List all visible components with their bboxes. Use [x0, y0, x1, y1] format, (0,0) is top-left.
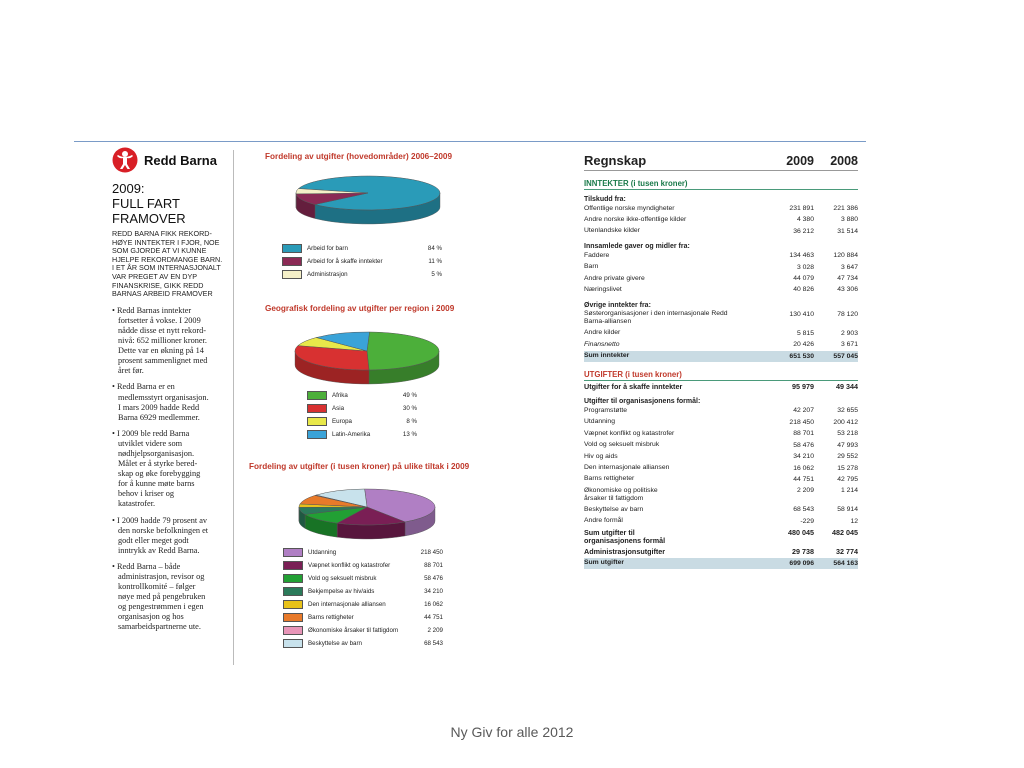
legend-item: [307, 402, 417, 415]
legend-value: 88 701: [424, 562, 443, 569]
value-2008: 120 884: [833, 252, 858, 260]
legend-value: 44 751: [424, 614, 443, 621]
legend-item: [283, 637, 443, 650]
value-2009: 88 701: [793, 430, 814, 438]
legend-item: [282, 255, 442, 268]
row-label: Hiv og aids: [584, 452, 618, 460]
legend-swatch: [283, 639, 303, 648]
value-2009: 134 463: [789, 252, 814, 260]
legend-value: 84 %: [427, 245, 442, 252]
value-2009: 130 410: [789, 310, 814, 318]
legend-swatch: [283, 587, 303, 596]
table-row: [584, 328, 858, 339]
article-year: 2009:: [112, 181, 145, 196]
table-row: [584, 440, 858, 451]
table-title: Regnskap: [584, 153, 647, 168]
table-row: [584, 558, 858, 569]
legend-value: 58 476: [424, 575, 443, 582]
legend-label: Latin-Amerika: [332, 431, 371, 438]
value-2008: 3 671: [840, 341, 858, 349]
table-row: [584, 516, 858, 527]
legend-swatch: [307, 404, 327, 413]
row-label: Andre kilder: [584, 329, 621, 337]
row-label: Væpnet konflikt og katastrofer: [584, 429, 675, 437]
table-row: [584, 262, 858, 273]
value-2008: 31 514: [837, 227, 858, 235]
legend-item: [307, 415, 417, 428]
year-2008: 2008: [830, 154, 858, 168]
table-row: [584, 214, 858, 225]
pie-chart-main-areas: [282, 166, 460, 230]
value-2009: 3 028: [796, 263, 814, 271]
row-label: Administrasjonsutgifter: [584, 546, 666, 556]
row-label: Sum utgifter til organisasjonens formål: [584, 527, 666, 545]
row-label: Utenlandske kilder: [584, 227, 640, 235]
legend-swatch: [307, 417, 327, 426]
legend-swatch: [282, 257, 302, 266]
row-label: Den internasjonale alliansen: [584, 464, 670, 471]
legend-swatch: [283, 548, 303, 557]
row-label: Faddere: [584, 251, 610, 259]
section-title: UTGIFTER (i tusen kroner): [584, 370, 858, 381]
legend-label: Arbeid for barn: [307, 245, 348, 252]
value-2009: 68 543: [793, 506, 814, 514]
legend-label: Afrika: [332, 392, 348, 399]
value-2008: 3 647: [840, 263, 858, 271]
table-row: [584, 273, 858, 284]
legend-label: Væpnet konflikt og katastrofer: [308, 562, 391, 569]
table-row: [584, 203, 858, 214]
legend-item: [307, 428, 417, 441]
legend-label: Arbeid for å skaffe inntekter: [307, 258, 383, 265]
legend-item: [307, 389, 417, 402]
value-2009: 4 380: [796, 216, 814, 224]
bullet-item: • I 2009 ble redd Barna utviklet videre som nødhjelpsorganisasjon. Målet er å styrke bered- skap og øke forebygging for å kunne møte barns behov i kriser og katastrofer.: [112, 428, 201, 509]
table-row: [584, 250, 858, 261]
chart-title-measures: Fordeling av utgifter (i tusen kroner) på ulike tiltak i 2009: [249, 462, 470, 471]
group-title: Innsamlede gaver og midler fra:: [584, 243, 690, 251]
legend-value: 49 %: [402, 392, 417, 399]
value-2009: 5 815: [796, 329, 814, 337]
table-row: [584, 417, 858, 428]
row-label: Utdanning: [584, 418, 615, 426]
value-2008: 12: [850, 517, 858, 525]
value-2008: 15 278: [837, 464, 858, 472]
bullet-item: • Redd Barna er en medlemsstyrt organisasjon. I mars 2009 hadde Redd Barna 6929 medlemmer.: [112, 382, 209, 422]
legend-item: [283, 546, 443, 559]
value-2009: 36 212: [793, 227, 814, 235]
accounts-table: [584, 148, 858, 569]
legend-swatch: [283, 600, 303, 609]
value-2009: 699 096: [789, 559, 814, 567]
value-2009: 42 207: [793, 407, 814, 415]
group-title: Tilskudd fra:: [584, 196, 626, 203]
legend-label: Den internasjonale alliansen: [308, 601, 386, 608]
value-2009: 231 891: [789, 205, 814, 212]
value-2008: 32 655: [837, 407, 858, 415]
legend-measures: [283, 546, 443, 650]
table-row: [584, 309, 858, 328]
legend-label: Asia: [332, 405, 345, 412]
table-row: [584, 485, 858, 504]
legend-swatch: [283, 561, 303, 570]
column-divider: [233, 150, 234, 665]
value-2008: 221 386: [833, 205, 858, 212]
legend-item: [283, 585, 443, 598]
legend-value: 5 %: [431, 271, 442, 278]
value-2009: 2 209: [796, 487, 814, 495]
value-2008: 557 045: [833, 352, 858, 360]
table-row: [584, 405, 858, 416]
table-row: [584, 474, 858, 485]
value-2009: 44 079: [793, 275, 814, 283]
legend-value: 68 543: [424, 640, 443, 647]
section-title: INNTEKTER (i tusen kroner): [584, 179, 858, 190]
table-row: [584, 339, 858, 350]
row-label: Barns rettigheter: [584, 475, 635, 483]
legend-value: 2 209: [427, 627, 443, 634]
row-label: Programstøtte: [584, 406, 628, 414]
value-2009: 34 210: [793, 453, 814, 461]
top-divider-line: [74, 141, 866, 142]
legend-value: 13 %: [402, 431, 417, 438]
table-header: [584, 148, 858, 171]
table-row: [584, 451, 858, 462]
value-2008: 564 163: [833, 559, 858, 567]
table-row: [584, 284, 858, 295]
value-2008: 49 344: [836, 382, 858, 392]
value-2008: 1 214: [840, 487, 858, 495]
legend-item: [282, 268, 442, 281]
legend-swatch: [282, 244, 302, 253]
value-2009: -229: [800, 517, 814, 525]
row-label: Offentlige norske myndigheter: [584, 204, 675, 212]
slide-footer: Ny Giv for alle 2012: [450, 724, 574, 740]
bullet-item: • Redd Barna – både administrasjon, revisor og kontrollkomité – følger nøye med på pengebruken og pengestrømmen i egen organisasjon og hos samarbeidspartnerne ute.: [112, 561, 206, 632]
bullet-item: • I 2009 hadde 79 prosent av den norske befolkningen et godt eller meget godt inntrykk av Redd Barna.: [112, 515, 209, 555]
bullet-item: • Redd Barnas inntekter fortsetter å vokse. I 2009 nådde disse et nytt rekord- nivå: 652 millioner kroner. Dette var en økning på 14 prosent sammenlignet med året før.: [112, 305, 208, 376]
value-2009: 218 450: [789, 418, 814, 426]
row-label: Barn: [584, 263, 599, 271]
row-label: Sum inntekter: [584, 352, 630, 360]
legend-item: [283, 611, 443, 624]
legend-label: Bekjempelse av hiv/aids: [308, 588, 375, 595]
row-label: Utgifter for å skaffe inntekter: [584, 381, 683, 391]
table-row: [584, 546, 858, 557]
legend-value: 8 %: [406, 418, 417, 425]
legend-value: 218 450: [420, 549, 443, 556]
chart-title-regions: Geografisk fordeling av utgifter per region i 2009: [265, 304, 455, 313]
legend-value: 11 %: [428, 258, 442, 265]
legend-item: [283, 572, 443, 585]
legend-swatch: [283, 574, 303, 583]
row-label: Andre formål: [584, 517, 623, 525]
legend-label: Barns rettigheter: [308, 614, 354, 621]
legend-item: [283, 624, 443, 637]
value-2008: 29 552: [837, 453, 858, 461]
table-row: [584, 381, 858, 392]
legend-label: Beskyttelse av barn: [308, 640, 362, 647]
legend-label: Administrasjon: [307, 271, 348, 278]
value-2009: 480 045: [788, 528, 814, 538]
value-2009: 20 426: [793, 341, 814, 349]
redd-barna-child-icon: [112, 147, 138, 173]
legend-value: 30 %: [402, 405, 417, 412]
value-2008: 3 880: [840, 216, 858, 224]
legend-regions: [307, 389, 417, 441]
table-body: [584, 179, 858, 569]
row-label: Beskyttelse av barn: [584, 505, 644, 513]
value-2008: 42 795: [837, 475, 858, 483]
legend-swatch: [282, 270, 302, 279]
row-label: Sum utgifter: [584, 559, 625, 567]
value-2008: 78 120: [837, 310, 858, 318]
value-2008: 58 914: [837, 506, 858, 514]
logo-text: Redd Barna: [144, 152, 217, 168]
table-row: [584, 428, 858, 439]
redd-barna-logo: [112, 146, 230, 174]
value-2008: 2 903: [840, 329, 858, 337]
article-headline: FULL FART FRAMOVER: [112, 196, 186, 226]
article-lead: REDD BARNA FIKK REKORD- HØYE INNTEKTER I FJOR, NOE SOM GJORDE AT VI KUNNE HJELPE REKORDMANGE BARN. I ET ÅR SOM INTERNASJONALT VAR PREGET AV EN DYP FINANSKRISE, GIKK REDD BARNAS ARBEID FRAMOVER: [112, 229, 223, 299]
row-label: Næringslivet: [584, 285, 622, 293]
legend-label: Utdanning: [308, 549, 337, 556]
value-2008: 200 412: [833, 418, 858, 426]
value-2009: 58 476: [793, 441, 814, 449]
year-2009: 2009: [786, 154, 814, 168]
value-2009: 29 738: [792, 547, 814, 557]
table-row: [584, 351, 858, 362]
row-label: Finansnetto: [584, 340, 620, 348]
pie-chart-measures: [287, 482, 465, 546]
pie-chart-regions: [287, 322, 465, 390]
table-row: [584, 463, 858, 474]
left-column: [112, 146, 230, 639]
legend-label: Europa: [332, 418, 352, 425]
value-2009: 95 979: [792, 382, 814, 392]
table-row: [584, 527, 858, 546]
legend-swatch: [307, 391, 327, 400]
value-2009: 40 826: [793, 286, 814, 294]
row-label: Andre private givere: [584, 274, 645, 282]
row-label: Vold og seksuelt misbruk: [584, 441, 660, 449]
legend-swatch: [283, 613, 303, 622]
group-title: Utgifter til organisasjonens formål:: [584, 398, 701, 406]
legend-main-areas: [282, 242, 442, 281]
row-label: Andre norske ikke-offentlige kilder: [584, 215, 687, 223]
legend-label: Vold og seksuelt misbruk: [308, 575, 377, 582]
value-2008: 47 734: [837, 275, 858, 283]
legend-swatch: [283, 626, 303, 635]
value-2008: 32 774: [836, 547, 858, 557]
group-title: Øvrige inntekter fra:: [584, 301, 651, 309]
row-label: Økonomiske og politiske årsaker til fattigdom: [584, 486, 658, 502]
legend-item: [283, 559, 443, 572]
legend-label: Økonomiske årsaker til fattigdom: [308, 627, 399, 634]
legend-value: 34 210: [424, 588, 443, 595]
legend-item: [283, 598, 443, 611]
value-2008: 482 045: [832, 528, 858, 538]
legend-value: 16 062: [424, 601, 443, 608]
row-label: Søsterorganisasjoner i den internasjonale Redd Barna-alliansen: [584, 310, 728, 326]
value-2009: 16 062: [793, 464, 814, 472]
value-2008: 47 993: [837, 441, 858, 449]
legend-swatch: [307, 430, 327, 439]
table-row: [584, 226, 858, 237]
legend-item: [282, 242, 442, 255]
value-2009: 651 530: [789, 352, 814, 360]
table-row: [584, 504, 858, 515]
value-2009: 44 751: [793, 475, 814, 483]
chart-title-main-areas: Fordeling av utgifter (hovedområder) 2006–2009: [265, 152, 453, 161]
bullet-list: [112, 306, 230, 633]
value-2008: 53 218: [837, 430, 858, 438]
value-2008: 43 306: [837, 286, 858, 294]
